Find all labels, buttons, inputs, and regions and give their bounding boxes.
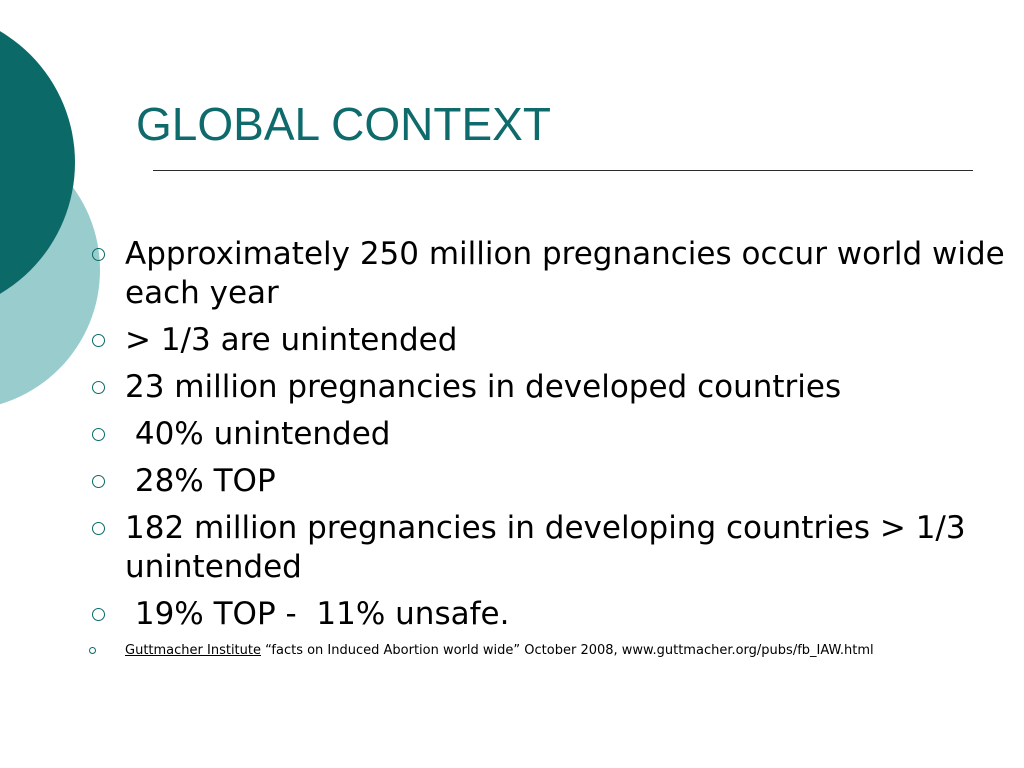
hollow-circle-icon [92,522,105,535]
list-item [88,509,1008,587]
guttmacher-institute-link[interactable]: Guttmacher Institute [125,643,261,658]
list-item [88,415,1008,454]
hollow-circle-icon [89,647,96,654]
list-item [88,321,1008,360]
hollow-circle-icon [92,428,105,441]
bullet-text: 28% TOP [125,463,276,499]
bullet-text: 23 million pregnancies in developed countries [125,369,842,405]
citation-text: “facts on Induced Abortion world wide” October 2008, www.guttmacher.org/pubs/fb_IAW.html [261,643,874,658]
bullet-text: 40% unintended [125,416,391,452]
bullet-text: Approximately 250 million pregnancies occur world wide each year [125,236,1015,311]
bullet-text: 182 million pregnancies in developing countries > 1/3 unintended [125,510,976,585]
citation-item [88,642,1008,660]
hollow-circle-icon [92,334,105,347]
hollow-circle-icon [92,381,105,394]
hollow-circle-icon [92,475,105,488]
title-divider [153,170,973,171]
list-item [88,462,1008,501]
bullet-list [88,235,1015,668]
hollow-circle-icon [92,248,105,261]
slide-title: GLOBAL CONTEXT [136,98,551,150]
list-item [88,235,1015,313]
hollow-circle-icon [92,608,105,621]
list-item [88,368,1008,407]
list-item [88,595,1008,634]
bullet-text: > 1/3 are unintended [125,322,458,358]
bullet-text: 19% TOP - 11% unsafe. [125,596,510,632]
